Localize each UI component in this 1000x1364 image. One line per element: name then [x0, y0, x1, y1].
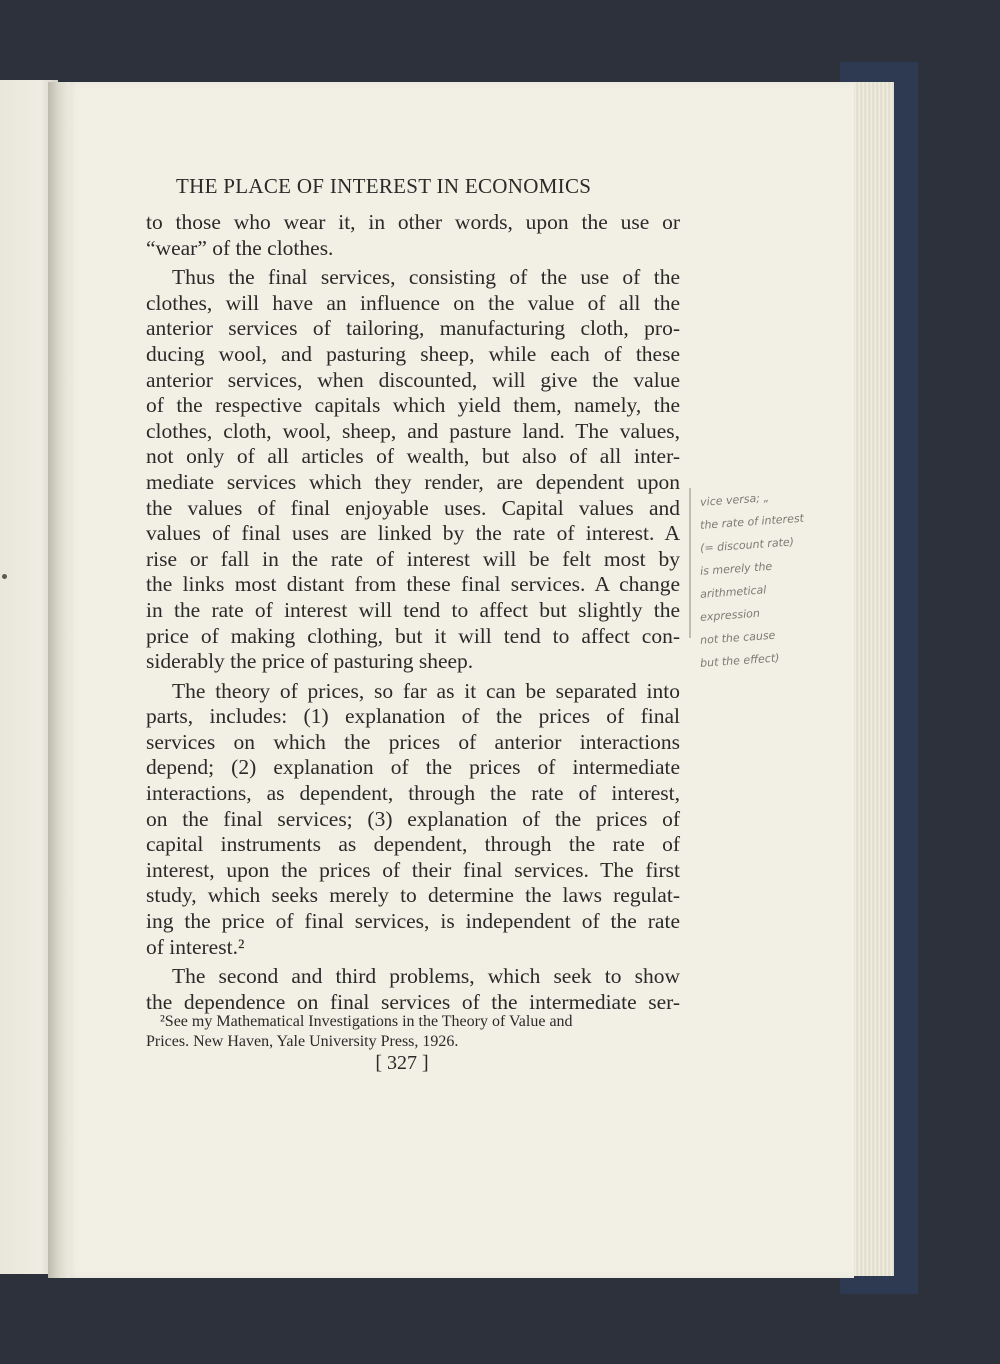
text-line: rise or fall in the rate of interest will be felt most by	[146, 546, 680, 571]
text-line: parts, includes: (1) explanation of the prices of final	[146, 704, 680, 729]
text-line: of the respective capitals which yield them, namely, the	[146, 393, 680, 418]
footnote-line: ²See my Mathematical Investigations in the Theory of Value and	[160, 1013, 573, 1030]
footnote	[146, 1012, 680, 1052]
running-head: THE PLACE OF INTEREST IN ECONOMICS	[176, 174, 592, 198]
footnote-line: Prices. New Haven, Yale University Press, 1926.	[146, 1033, 459, 1050]
text-line: capital instruments as dependent, through the rate of	[146, 832, 680, 857]
text-line: clothes, will have an influence on the value of all the	[146, 290, 680, 315]
text-line: values of final uses are linked by the rate of interest. A	[146, 521, 680, 546]
text-line: Thus the final services, consisting of the use of the	[172, 265, 680, 290]
text-line: not only of all articles of wealth, but also of all inter-	[146, 444, 680, 469]
text-line: anterior services, when discounted, will give the value	[146, 367, 680, 392]
annotation-line: not the cause	[699, 628, 776, 647]
margin-mark	[2, 574, 7, 579]
text-line: the values of final enjoyable uses. Capital values and	[146, 495, 680, 520]
text-line: on the final services; (3) explanation of the prices of	[146, 806, 680, 831]
body-text	[146, 210, 680, 1015]
text-line: to those who wear it, in other words, upon the use or	[146, 210, 680, 234]
annotation-line: but the effect)	[699, 651, 780, 670]
text-line: price of making clothing, but it will tend to affect con-	[146, 623, 680, 648]
page-number: [ 327 ]	[375, 1052, 429, 1074]
margin-bracket	[689, 488, 691, 638]
text-line: anterior services of tailoring, manufacturing cloth, pro-	[146, 316, 680, 341]
text-line: services on which the prices of anterior interactions	[146, 729, 680, 754]
text-line: interactions, as dependent, through the rate of interest,	[146, 781, 680, 806]
annotation-line: (= discount rate)	[699, 535, 795, 555]
annotation-line: expression	[699, 606, 761, 624]
handwritten-annotation	[700, 486, 840, 670]
text-line: in the rate of interest will tend to affect but slightly the	[146, 597, 680, 622]
annotation-line: is merely the	[699, 559, 773, 578]
text-line: the dependence on final services of the intermediate ser-	[146, 989, 680, 1014]
text-line: The second and third problems, which seek to show	[172, 964, 680, 989]
page-gutter	[48, 82, 70, 1278]
text-line: siderably the price of pasturing sheep.	[146, 649, 474, 674]
annotation-line: arithmetical	[699, 583, 767, 601]
annotation-line: vice versa; „	[699, 491, 770, 509]
text-line: The theory of prices, so far as it can be separated into	[172, 678, 680, 703]
text-line: clothes, cloth, wool, sheep, and pasture land. The values,	[146, 418, 680, 443]
text-line: interest, upon the prices of their final services. The first	[146, 857, 680, 882]
text-line: depend; (2) explanation of the prices of intermediate	[146, 755, 680, 780]
text-line: the links most distant from these final services. A change	[146, 572, 680, 597]
text-line: study, which seeks merely to determine the laws regulat-	[146, 883, 680, 908]
text-line: mediate services which they render, are dependent upon	[146, 469, 680, 494]
text-line: “wear” of the clothes.	[146, 235, 334, 260]
text-line: ing the price of final services, is independent of the rate	[146, 909, 680, 934]
text-line: ducing wool, and pasturing sheep, while each of these	[146, 341, 680, 366]
annotation-line: the rate of interest	[699, 511, 805, 532]
text-line: of interest.²	[146, 934, 245, 959]
